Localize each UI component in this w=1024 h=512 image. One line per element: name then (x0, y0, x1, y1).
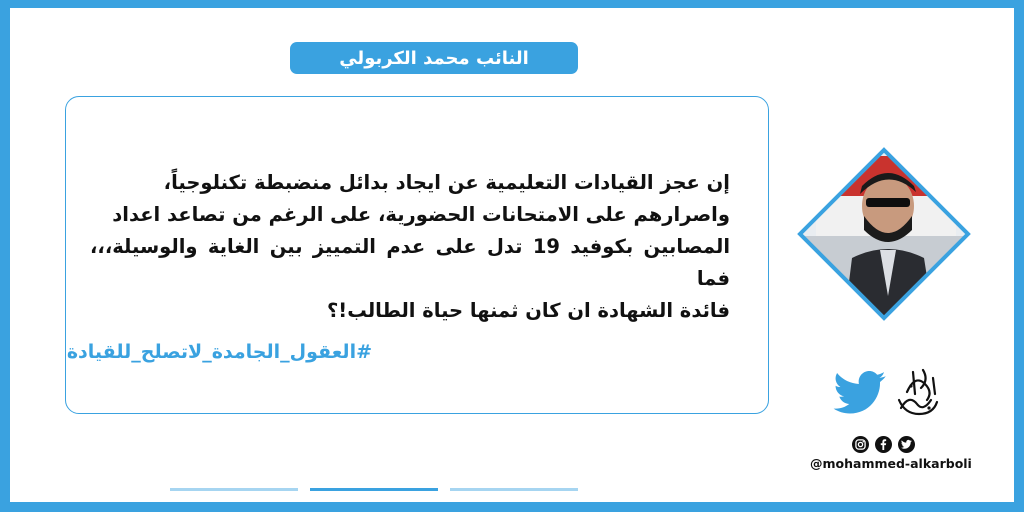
hashtag-link[interactable]: #العقول_الجامدة_لاتصلح_للقيادة (66, 341, 372, 363)
social-links (850, 436, 916, 454)
author-title: النائب محمد الكربولي (339, 47, 529, 69)
quote-line: فائدة الشهادة ان كان ثمنها حياة الطالب!؟ (326, 299, 730, 322)
quote-box (65, 96, 769, 414)
calligraphy-signature-logo (893, 364, 943, 420)
quote-line: واصرارهم على الامتحانات الحضورية، على الرغم من تصاعد اعداد (112, 203, 730, 226)
profile-portrait (796, 146, 972, 322)
quote-text (90, 167, 730, 327)
decorative-line-left (170, 488, 298, 491)
twitter-bird-icon[interactable] (833, 371, 887, 415)
decorative-line-center (310, 488, 438, 491)
twitter-icon[interactable] (898, 436, 915, 453)
decorative-line-right (450, 488, 578, 491)
quote-line: المصابين بكوفيد 19 تدل على عدم التمييز بين الغاية والوسيلة،،، فما (90, 235, 730, 290)
avatar (796, 146, 972, 322)
instagram-icon[interactable] (852, 436, 869, 453)
quote-line: إن عجز القيادات التعليمية عن ايجاد بدائل منضبطة تكنلوجياً، (163, 171, 730, 194)
author-title-pill (290, 42, 578, 74)
facebook-icon[interactable] (875, 436, 892, 453)
profile-handle[interactable]: @mohammed-alkarboli (810, 456, 972, 471)
